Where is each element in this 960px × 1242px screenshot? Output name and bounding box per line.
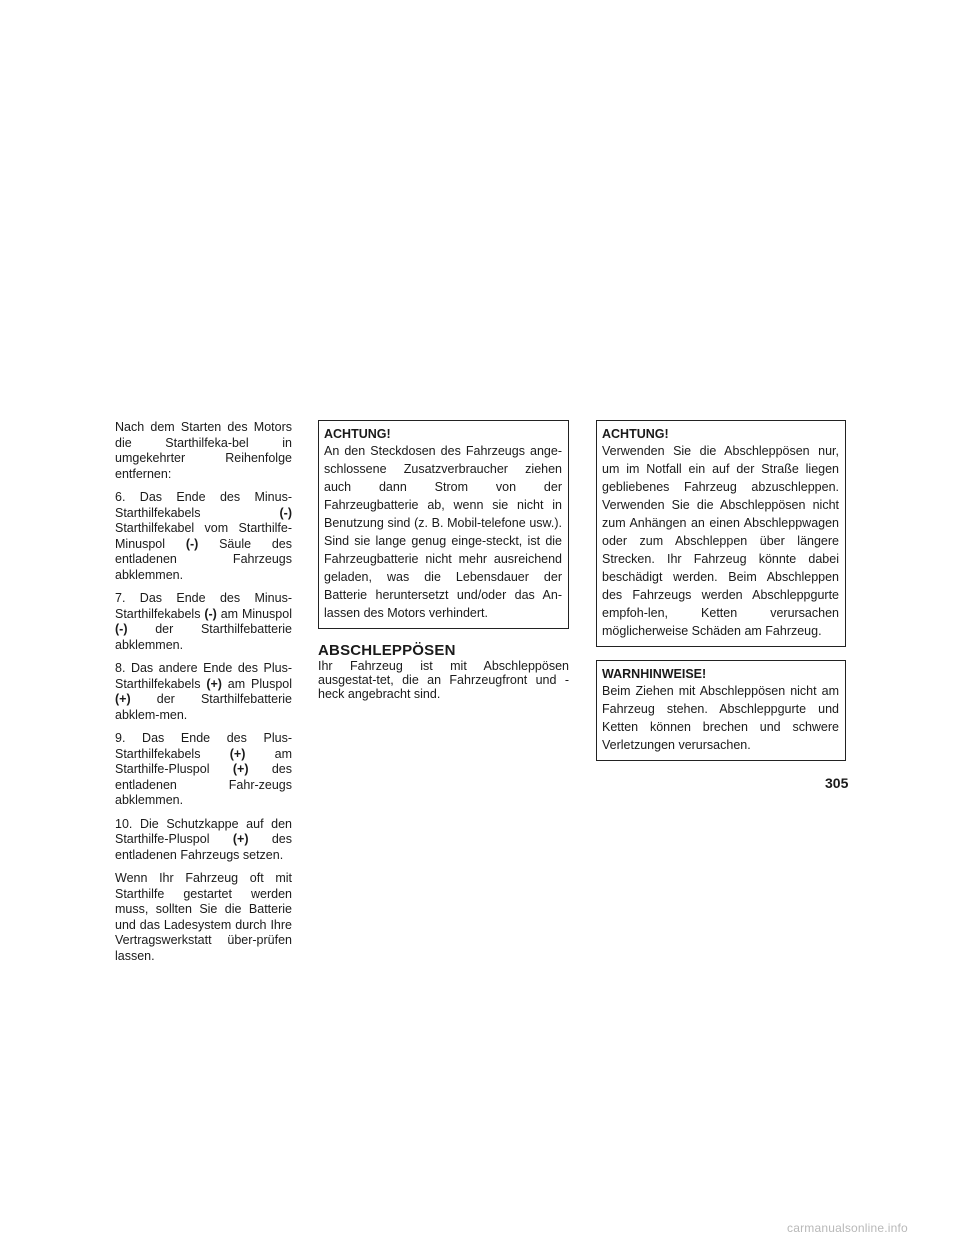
caution-title: ACHTUNG! [602, 427, 669, 441]
caution-title: ACHTUNG! [324, 427, 391, 441]
caution-text: Verwenden Sie die Abschleppösen nur, um im Notfall ein auf der Straße liegen gebliebenes Fahrzeug abzuschleppen. Verwenden Sie die Abschleppösen nicht zum Anhängen an einen Abschleppwagen oder zum Abschleppen über längere Strecken. Ihr Fahrzeug könnte dabei beschädigt werden. Beim Abschleppen des Fahrzeugs werden Abschleppgurte empfoh-len, Ketten verursachen möglicherweise Schäden am Fahrzeug. [602, 444, 839, 638]
caution-box-towing [596, 420, 846, 647]
caution-text: An den Steckdosen des Fahrzeugs ange-schlossene Zusatzverbraucher ziehen auch dann Strom von der Fahrzeugbatterie ab, wenn sie nicht in Benutzung sind (z. B. Mobil-telefone usw.). Sind sie lange genug einge-steckt, ist die Fahrzeugbatterie nicht mehr ausreichend geladen, was die Lebensdauer der Batterie heruntersetzt und/oder das An-lassen des Motors verhindert. [324, 444, 562, 620]
middle-column [318, 420, 569, 701]
watermark: carmanualsonline.info [787, 1221, 908, 1235]
left-column [115, 420, 292, 972]
warning-title: WARNHINWEISE! [602, 667, 707, 681]
page-number: 305 [825, 775, 849, 791]
closing-paragraph: Wenn Ihr Fahrzeug oft mit Starthilfe gestartet werden muss, sollten Sie die Batterie und das Ladesystem durch Ihre Vertragswerkstatt über-prüfen lassen. [115, 871, 292, 963]
intro-paragraph: Nach dem Starten des Motors die Starthilfeka-bel in umgekehrter Reihenfolge entfernen: [115, 420, 292, 481]
section-heading: ABSCHLEPPÖSEN [318, 642, 456, 659]
step-7: 7. Das Ende des Minus-Starthilfekabels (-) am Minuspol (-) der Starthilfebatterie abklemmen. [115, 591, 292, 652]
right-column [596, 420, 846, 761]
caution-box-battery [318, 420, 569, 629]
step-8: 8. Das andere Ende des Plus-Starthilfekabels (+) am Pluspol (+) der Starthilfebatterie abklem-men. [115, 661, 292, 722]
step-9: 9. Das Ende des Plus-Starthilfekabels (+) am Starthilfe-Pluspol (+) des entladenen Fahr-zeugs abklemmen. [115, 731, 292, 807]
warning-box [596, 660, 846, 761]
step-10: 10. Die Schutzkappe auf den Starthilfe-Pluspol (+) des entladenen Fahrzeugs setzen. [115, 816, 292, 862]
warning-text: Beim Ziehen mit Abschleppösen nicht am Fahrzeug stehen. Abschleppgurte und Ketten können brechen und schwere Verletzungen verursachen. [602, 684, 839, 752]
section-text: Ihr Fahrzeug ist mit Abschleppösen ausgestat-tet, die an Fahrzeugfront und -heck angebracht sind. [318, 659, 569, 701]
step-6: 6. Das Ende des Minus-Starthilfekabels (-) Starthilfekabel vom Starthilfe-Minuspol (-) Säule des entladenen Fahrzeugs abklemmen. [115, 490, 292, 582]
